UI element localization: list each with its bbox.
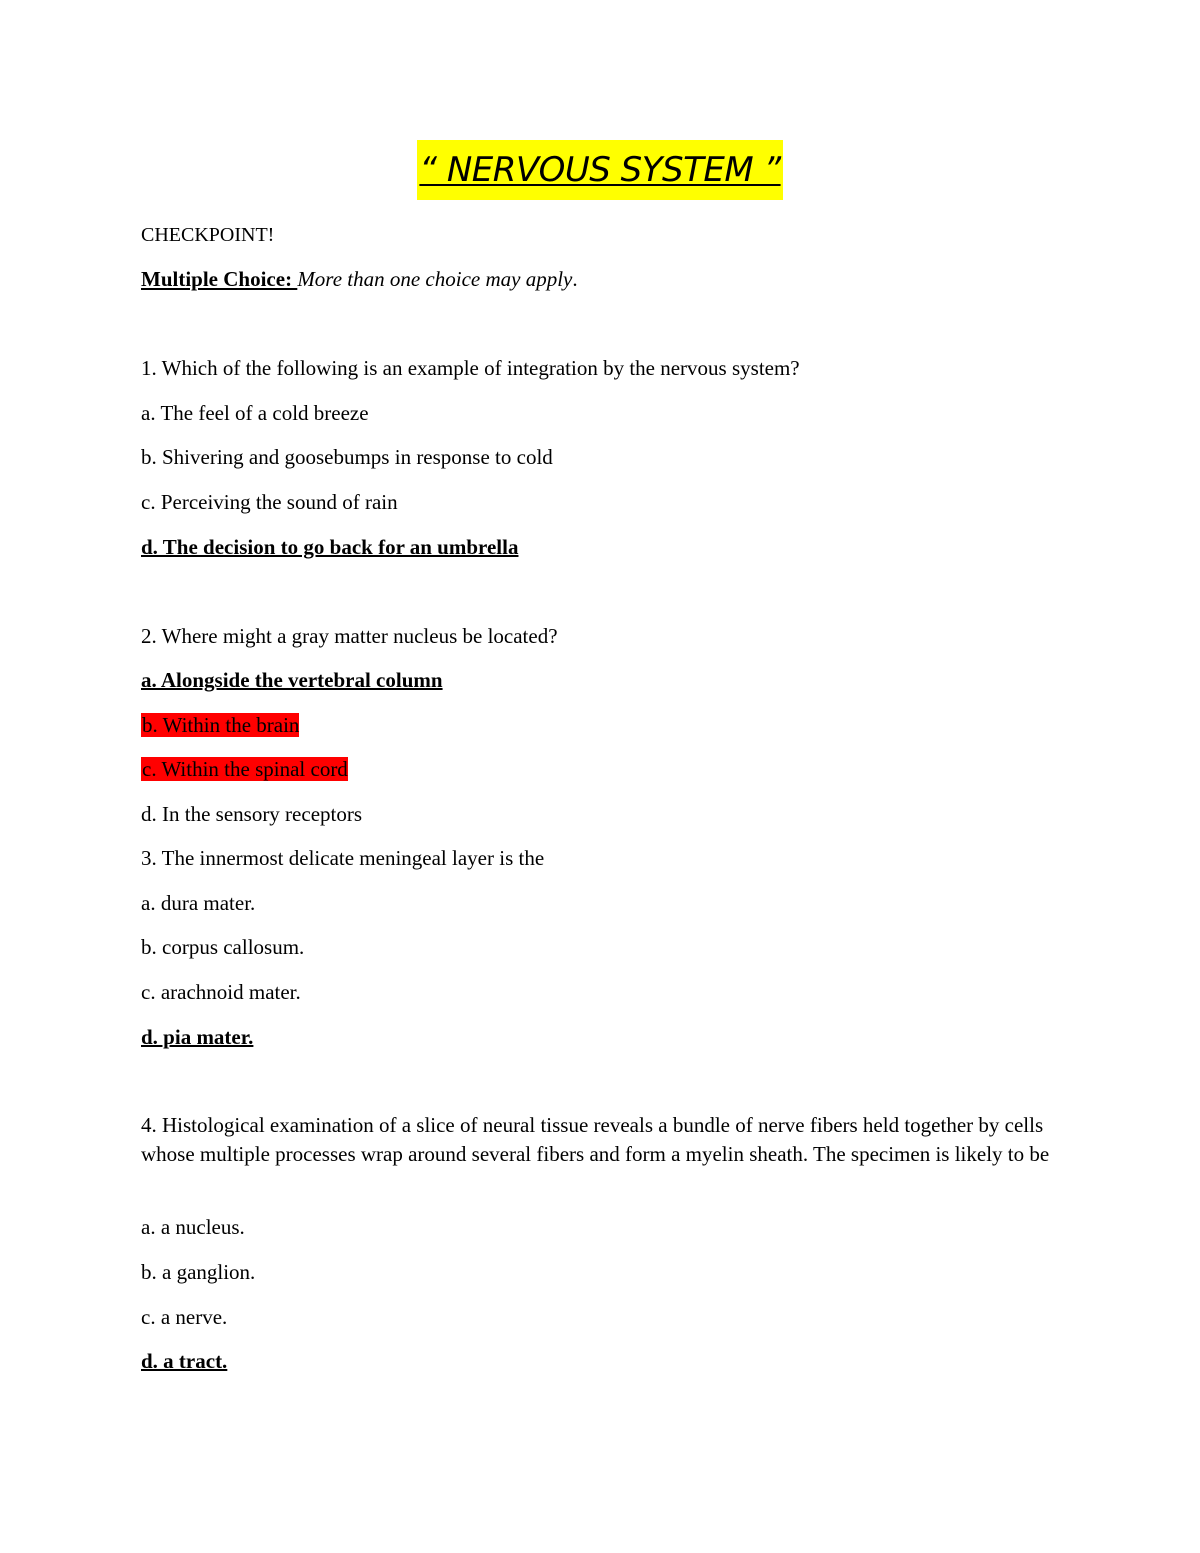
question-1-stem: 1. Which of the following is an example of integration by the nervous system? [141, 356, 800, 380]
title-wrapper [0, 140, 1200, 200]
question-3-option-c: c. arachnoid mater. [141, 980, 301, 1004]
question-2-option-b [141, 711, 299, 739]
question-4-stem: 4. Histological examination of a slice of neural tissue reveals a bundle of nerve fibers held together by cells whose multiple processes wrap around several fibers and form a myelin sheath. The specimen is likely to be [141, 1113, 1050, 1166]
instructions [141, 265, 578, 293]
question-3-option-a: a. dura mater. [141, 891, 256, 915]
question-4-option-b: b. a ganglion. [141, 1260, 256, 1284]
question-2-option-b-highlight: b. Within the brain [142, 713, 300, 737]
question-2-option-d: d. In the sensory receptors [141, 802, 363, 826]
question-2-stem: 2. Where might a gray matter nucleus be located? [141, 624, 558, 648]
question-2-option-c [141, 755, 348, 783]
question-1-option-a: a. The feel of a cold breeze [141, 401, 369, 425]
question-4-option-c: c. a nerve. [141, 1305, 228, 1329]
question-1-option-b: b. Shivering and goosebumps in response to cold [141, 445, 553, 469]
question-4-option-d-answer: d. a tract. [141, 1349, 228, 1373]
question-1-option-c: c. Perceiving the sound of rain [141, 490, 398, 514]
document-title: “ NERVOUS SYSTEM ” [417, 140, 782, 200]
question-3-stem: 3. The innermost delicate meningeal layer is the [141, 846, 545, 870]
question-2-option-a-answer: a. Alongside the vertebral column [141, 668, 443, 692]
question-3-option-b: b. corpus callosum. [141, 935, 305, 959]
instructions-label: Multiple Choice: [141, 267, 298, 291]
instructions-text: More than one choice may apply [297, 267, 573, 291]
question-4-option-a: a. a nucleus. [141, 1215, 245, 1239]
checkpoint-label: CHECKPOINT! [141, 224, 275, 246]
question-3-option-d-answer: d. pia mater. [141, 1025, 254, 1049]
instructions-period: . [572, 267, 578, 291]
question-2-option-c-highlight: c. Within the spinal cord [142, 757, 348, 781]
question-1-option-d-answer: d. The decision to go back for an umbrella [141, 535, 519, 559]
